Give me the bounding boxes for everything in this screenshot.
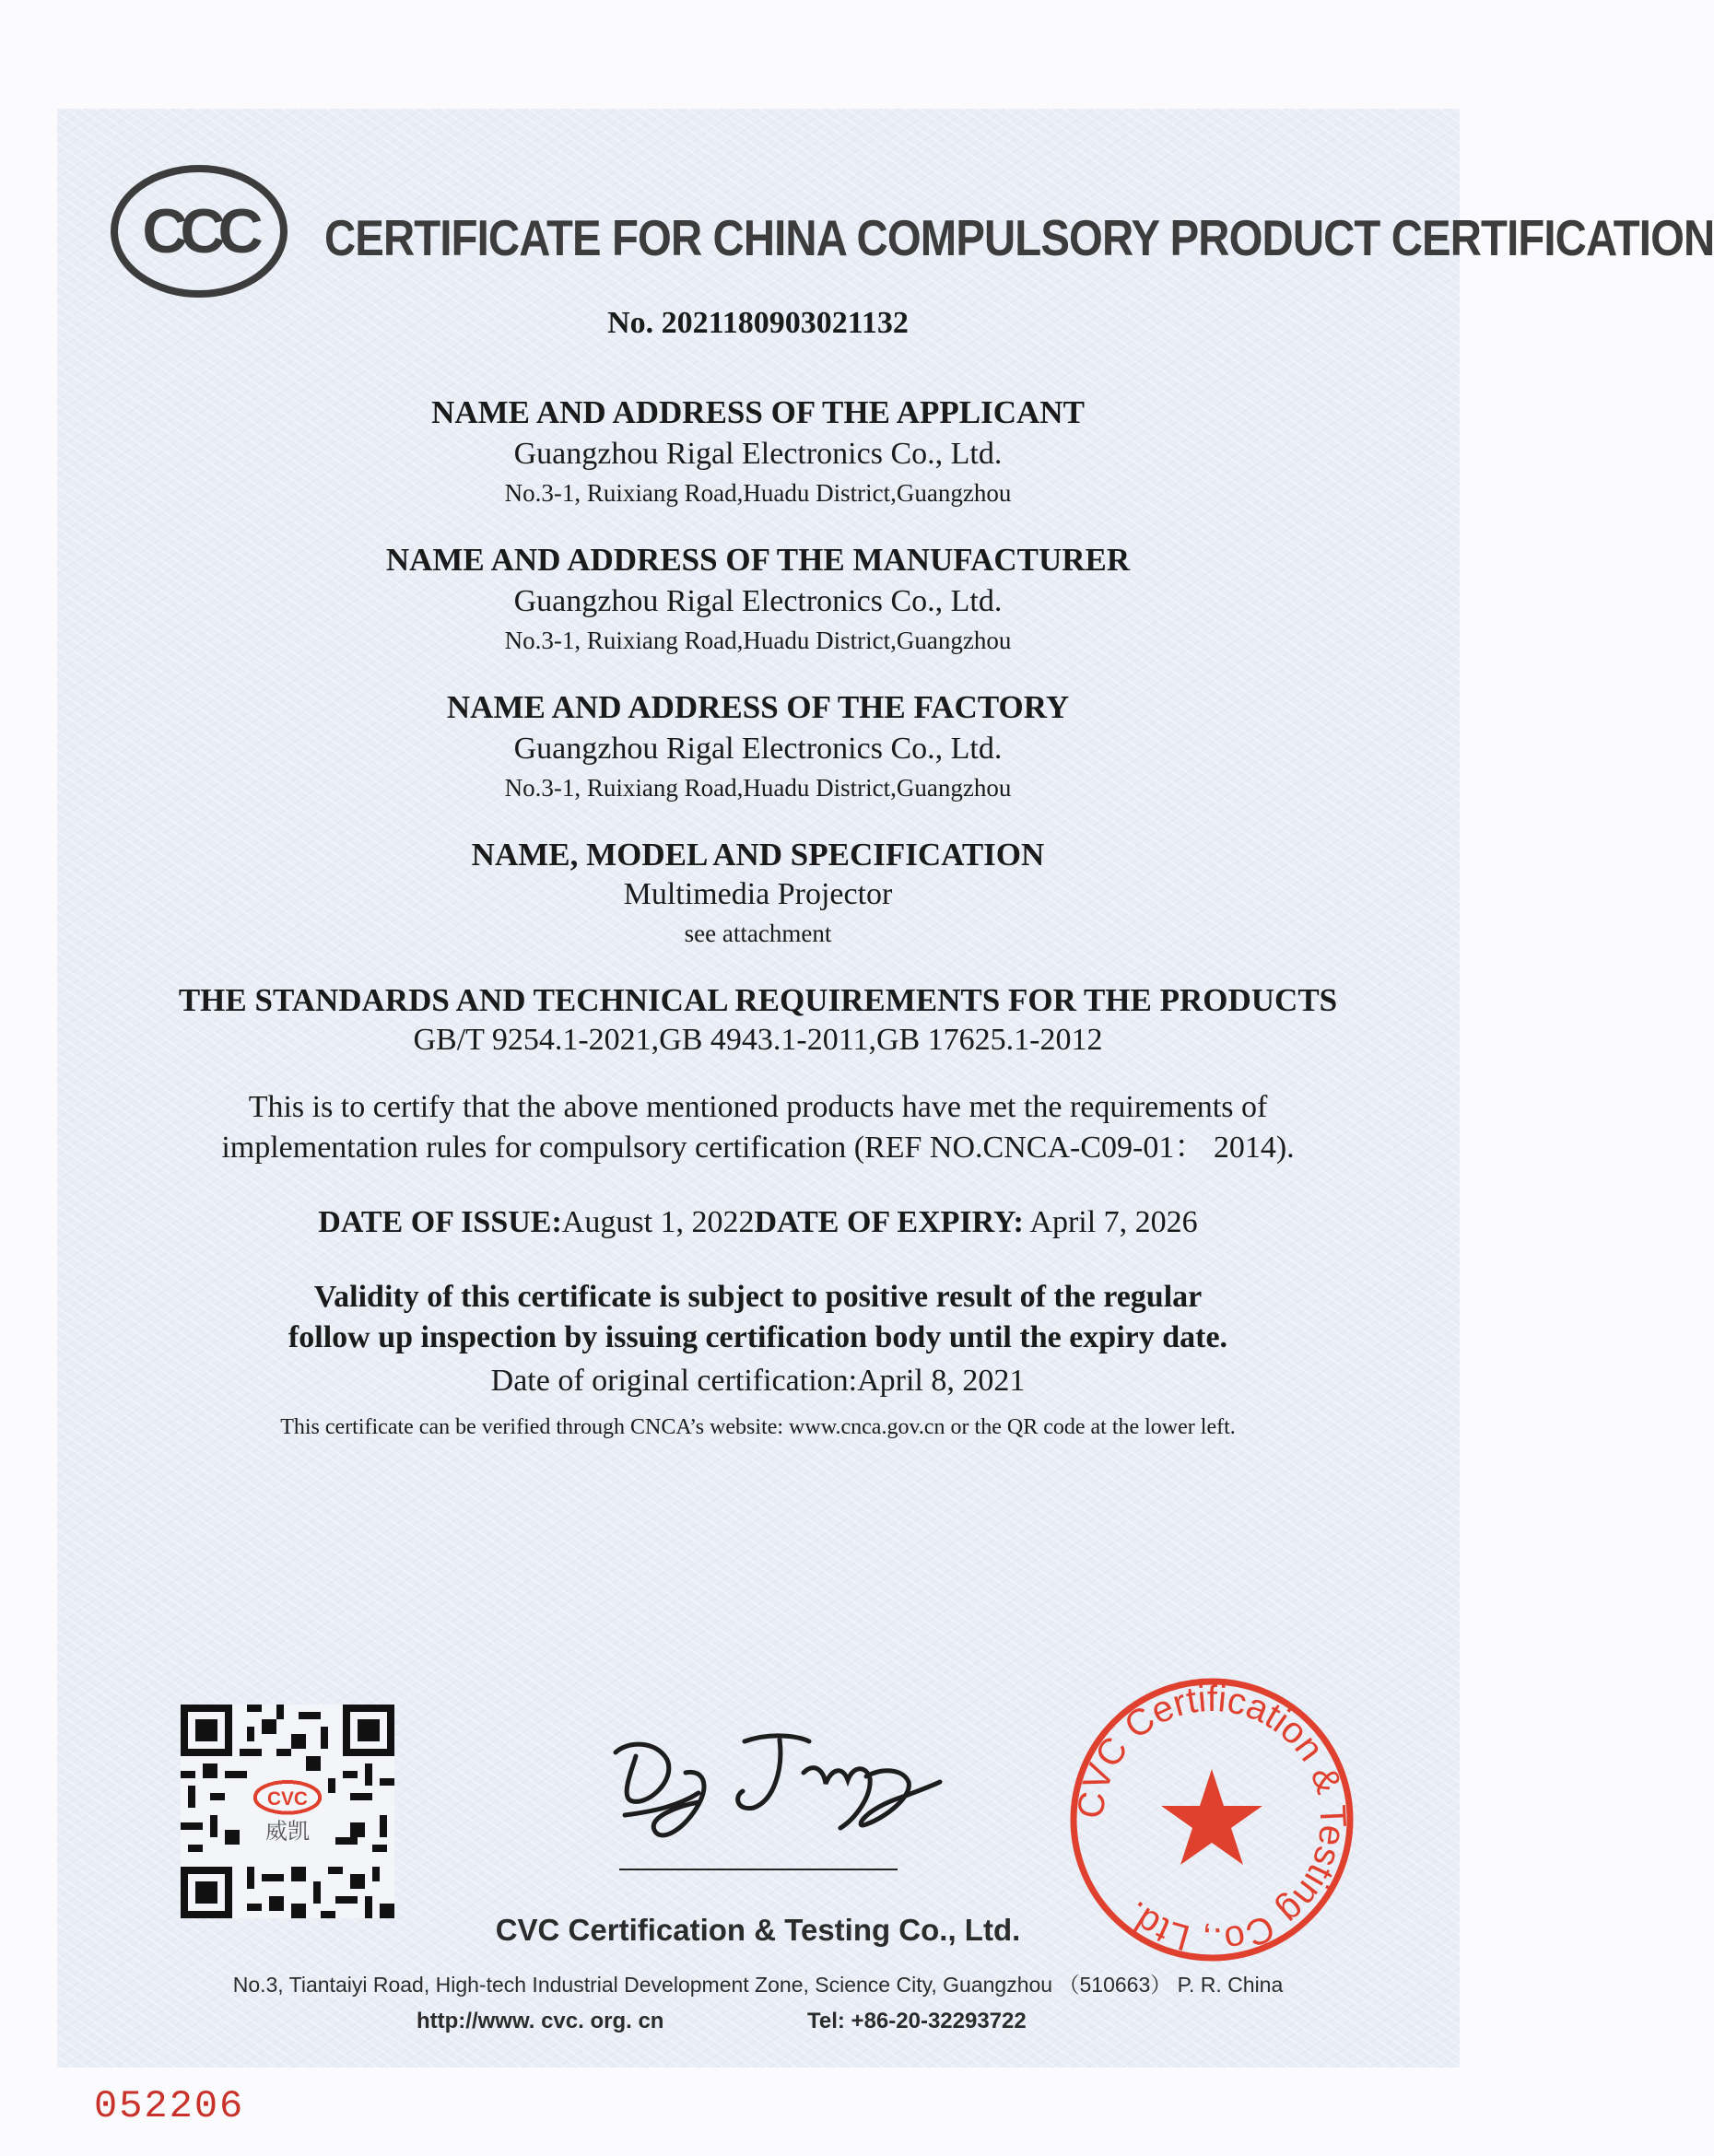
- manufacturer-heading: NAME AND ADDRESS OF THE MANUFACTURER: [385, 542, 1131, 578]
- signature: [590, 1705, 949, 1852]
- expiry-label: DATE OF EXPIRY:: [754, 1205, 1024, 1239]
- validity-line-1: Validity of this certificate is subject to positive result of the regular: [313, 1280, 1203, 1314]
- factory-address: No.3-1, Ruixiang Road,Huadu District,Guangzhou: [504, 774, 1012, 802]
- certify-line-1: This is to certify that the above mentioned products have met the requirements of: [248, 1090, 1268, 1124]
- expiry-date: April 7, 2026: [1023, 1205, 1198, 1239]
- original-certification-date: Date of original certification:April 8, 2021: [490, 1364, 1026, 1398]
- factory-heading: NAME AND ADDRESS OF THE FACTORY: [446, 689, 1070, 725]
- manufacturer-address: No.3-1, Ruixiang Road,Huadu District,Guangzhou: [504, 627, 1012, 654]
- ccc-logo: [109, 164, 289, 299]
- issue-label: DATE OF ISSUE:: [318, 1205, 562, 1239]
- dates-row: [0, 1205, 1516, 1240]
- manufacturer-name: Guangzhou Rigal Electronics Co., Ltd.: [513, 584, 1003, 618]
- standards-list: GB/T 9254.1-2021,GB 4943.1-2011,GB 17625.1-2012: [413, 1023, 1103, 1057]
- logo-text: CCC: [142, 196, 256, 266]
- issuer-phone: Tel: +86-20-32293722: [807, 2009, 1027, 2033]
- certify-statement: [0, 1087, 1516, 1168]
- verification-note: This certificate can be verified through CNCA’s website: www.cnca.gov.cn or the QR code at the lower left.: [280, 1415, 1236, 1439]
- qr-badge-text: CVC: [267, 1787, 308, 1810]
- issuer-name: CVC Certification & Testing Co., Ltd.: [495, 1913, 1021, 1947]
- validity-statement: [0, 1277, 1516, 1358]
- product-name: Multimedia Projector: [623, 877, 893, 911]
- standards-heading: THE STANDARDS AND TECHNICAL REQUIREMENTS FOR THE PRODUCTS: [178, 982, 1338, 1018]
- validity-line-2: follow up inspection by issuing certification body until the expiry date.: [288, 1320, 1228, 1354]
- applicant-heading: NAME AND ADDRESS OF THE APPLICANT: [431, 394, 1085, 430]
- issuer-website[interactable]: http://www. cvc. org. cn: [417, 2009, 664, 2033]
- qr-caption: 威凯: [265, 1818, 310, 1845]
- signature-line: [619, 1869, 898, 1870]
- certificate-title: CERTIFICATE FOR CHINA COMPULSORY PRODUCT CERTIFICATION: [324, 209, 1714, 266]
- qr-code[interactable]: [181, 1705, 394, 1918]
- factory-name: Guangzhou Rigal Electronics Co., Ltd.: [513, 732, 1003, 766]
- serial-number: 052206: [94, 2084, 245, 2128]
- issue-date: August 1, 2022: [561, 1205, 755, 1239]
- issuer-address: No.3, Tiantaiyi Road, High-tech Industrial Development Zone, Science City, Guangzhou （510663） P. R. China: [232, 1973, 1284, 1997]
- applicant-address: No.3-1, Ruixiang Road,Huadu District,Guangzhou: [504, 479, 1012, 507]
- certify-line-2: implementation rules for compulsory certification (REF NO.CNCA-C09-01： 2014).: [221, 1131, 1295, 1165]
- applicant-name: Guangzhou Rigal Electronics Co., Ltd.: [513, 437, 1003, 471]
- certificate-number: No. 2021180903021132: [607, 306, 909, 340]
- seal-text: CVC Certification & Testing Co., Ltd.: [1070, 1678, 1354, 1962]
- product-heading: NAME, MODEL AND SPECIFICATION: [471, 837, 1045, 873]
- product-model: see attachment: [684, 920, 832, 947]
